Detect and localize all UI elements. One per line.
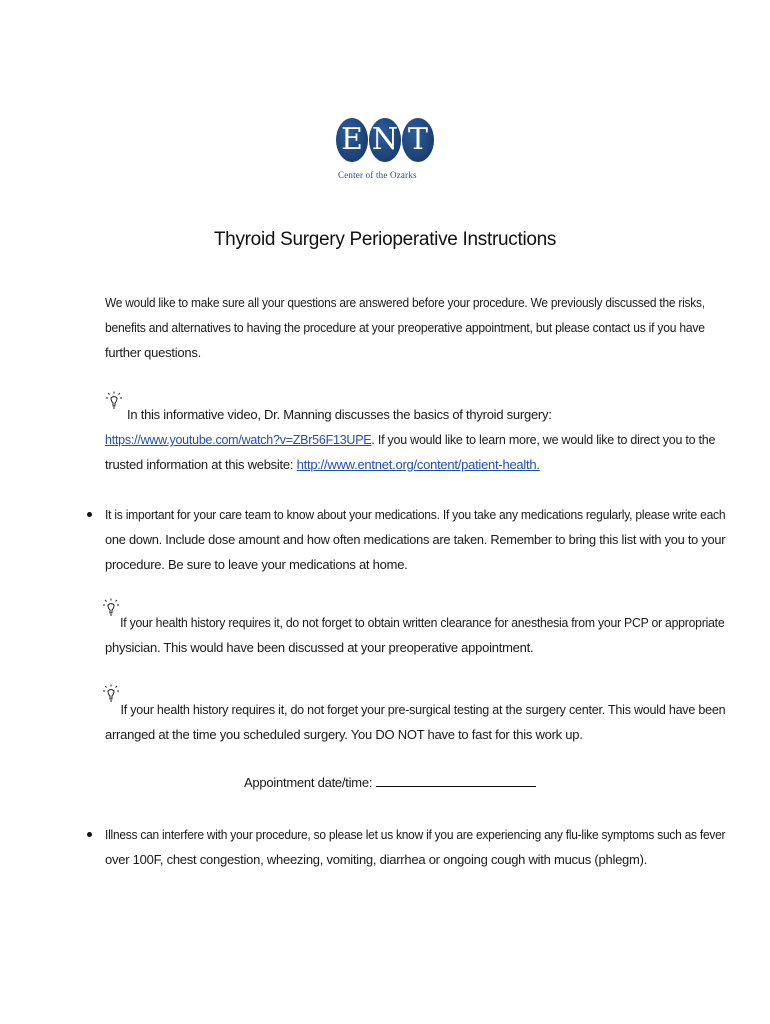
bullet-point [87,832,92,837]
illness-paragraph [105,822,725,872]
clearance-tip-paragraph [105,610,725,660]
testing-tip-line-2: arranged at the time you scheduled surgery. You DO NOT have to fast for this work up. [105,727,583,742]
video-tip-line-1: In this informative video, Dr. Manning discusses the basics of thyroid surgery: [127,407,552,422]
testing-tip-line-1: If your health history requires it, do not forget your pre-surgical testing at the surgery center. This would have been [120,702,726,717]
video-tip-line-3 [105,452,715,477]
medications-paragraph [105,502,725,577]
medications-line-1: It is important for your care team to know about your medications. If you take any medications regularly, please write each [105,507,726,522]
appointment-row [244,770,564,795]
video-tip-text-2: . If you would like to learn more, we would like to direct you to the [371,432,716,447]
appointment-label: Appointment date/time: [244,775,373,790]
logo-letters [336,118,436,168]
document-title: Thyroid Surgery Perioperative Instructions [213,229,557,250]
intro-line-3: further questions. [105,345,201,360]
clearance-tip-line-2: physician. This would have been discussed at your preoperative appointment. [105,640,534,655]
clearance-tip-line-1: If your health history requires it, do not forget to obtain written clearance for anesthesia from your PCP or appropriate [120,615,725,630]
medications-line-2: one down. Include dose amount and how often medications are taken. Remember to bring this list with you to your [105,532,726,547]
intro-line-1: We would like to make sure all your questions are answered before your procedure. We previously discussed the risks, [105,295,705,310]
illness-line-2: over 100F, chest congestion, wheezing, vomiting, diarrhea or ongoing cough with mucus (phlegm). [105,852,648,867]
intro-line-2: benefits and alternatives to having the procedure at your preoperative appointment, but please contact us if you have [105,320,705,335]
logo-subtitle: Center of the Ozarks [338,170,417,180]
illness-line-1: Illness can interfere with your procedure, so please let us know if you are experiencing any flu-like symptoms such as fever [105,827,726,842]
entnet-website-link[interactable]: http://www.entnet.org/content/patient-health. [296,457,540,472]
video-tip-paragraph [105,402,715,477]
ent-logo [336,118,436,184]
appointment-date-field[interactable] [376,771,536,787]
video-tip-text-3: trusted information at this website: [105,457,297,472]
logo-letter-t: T [402,118,434,162]
logo-letter-e: E [336,118,368,162]
medications-line-3: procedure. Be sure to leave your medications at home. [105,557,408,572]
intro-paragraph [105,290,705,365]
youtube-video-link[interactable]: https://www.youtube.com/watch?v=ZBr56F13UPE [105,432,372,447]
testing-tip-paragraph [105,697,725,747]
bullet-point [87,512,92,517]
video-tip-line-2 [105,427,716,452]
logo-letter-n: N [369,118,401,162]
